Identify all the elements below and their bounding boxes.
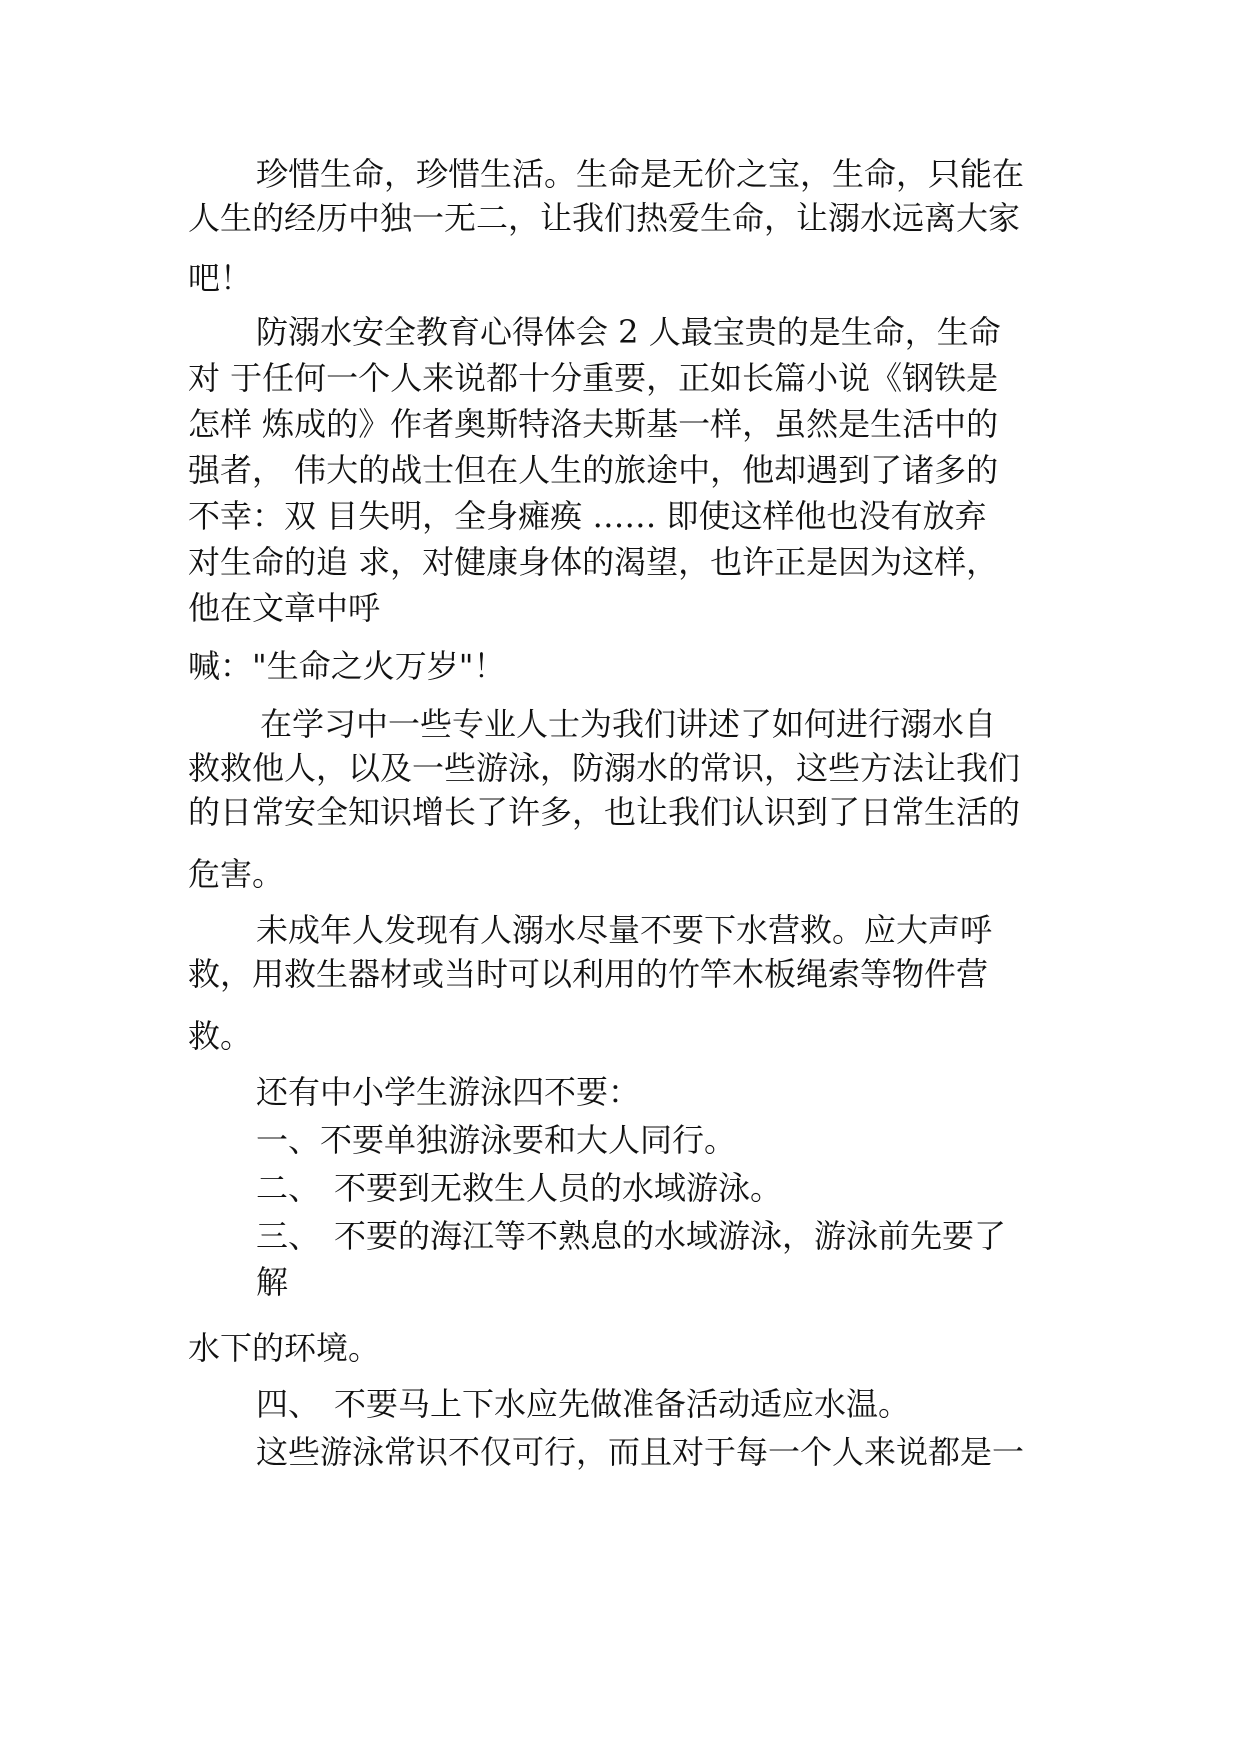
text-line: 这些游泳常识不仅可行，而且对于每一个人来说都是一 (256, 1433, 1025, 1471)
list-text: 不要的海江等不熟息的水域游泳，游泳前先要了 (334, 1217, 1007, 1255)
text-line: 珍惜生命，珍惜生活。生命是无价之宝，生命，只能在 (256, 155, 1025, 193)
list-text: 不要马上下水应先做准备活动适应水温。 (334, 1385, 911, 1423)
text-line: 吧！ (188, 259, 253, 297)
text-line: 还有中小学生游泳四不要： (256, 1073, 641, 1111)
list-marker: 二、 (256, 1169, 321, 1207)
text-line: 喊："生命之火万岁"！ (188, 647, 506, 685)
text-line: 他在文章中呼 (188, 589, 381, 627)
list-marker: 三、 (256, 1217, 321, 1255)
text-line: 人生的经历中独一无二，让我们热爱生命，让溺水远离大家 (188, 199, 1021, 237)
list-text: 不要到无救生人员的水域游泳。 (334, 1169, 783, 1207)
list-item: 一、不要单独游泳要和大人同行。 (256, 1121, 737, 1159)
text-line: 救。 (188, 1017, 253, 1055)
text-line: 解 (256, 1263, 289, 1301)
list-marker: 四、 (256, 1385, 321, 1423)
text-line: 未成年人发现有人溺水尽量不要下水营救。应大声呼 (256, 911, 993, 949)
text-line: 水下的环境。 (188, 1329, 381, 1367)
text-line: 对 于任何一个人来说都十分重要，正如长篇小说《钢铁是 (188, 359, 999, 397)
text-line: 不幸：双 目失明，全身瘫痪 …… 即使这样他也没有放弃 (188, 497, 987, 535)
list-item (256, 1169, 783, 1207)
text-line: 防溺水安全教育心得体会 2 人最宝贵的是生命，生命 (256, 313, 1001, 351)
list-item (256, 1217, 1007, 1255)
text-line: 强者， 伟大的战士但在人生的旅途中，他却遇到了诸多的 (188, 451, 999, 489)
text-line: 危害。 (188, 855, 285, 893)
text-line: 救救他人，以及一些游泳，防溺水的常识，这些方法让我们 (188, 749, 1021, 787)
text-line: 在学习中一些专业人士为我们讲述了如何进行溺水自 (260, 705, 997, 743)
text-line: 怎样 炼成的》作者奥斯特洛夫斯基一样，虽然是生活中的 (188, 405, 999, 443)
text-line: 对生命的追 求，对健康身体的渴望，也许正是因为这样， (188, 543, 999, 581)
text-line: 救，用救生器材或当时可以利用的竹竿木板绳索等物件营 (188, 955, 989, 993)
text-line: 的日常安全知识增长了许多，也让我们认识到了日常生活的 (188, 793, 1021, 831)
list-item (256, 1385, 911, 1423)
